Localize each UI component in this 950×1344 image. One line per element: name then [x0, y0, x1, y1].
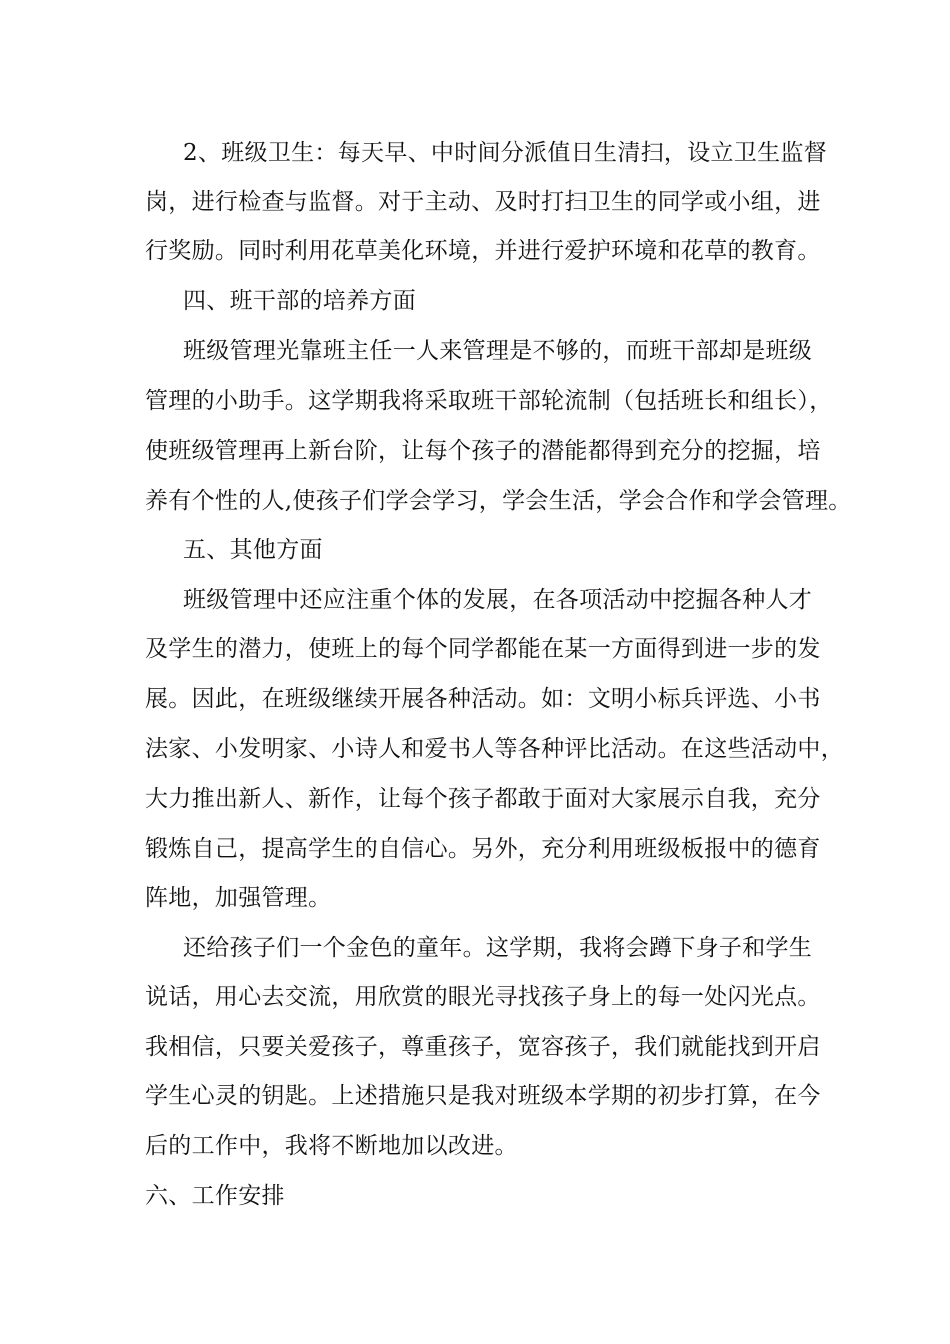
paragraph-line: 2、班级卫生：每天早、中时间分派值日生清扫，设立卫生监督	[183, 140, 828, 166]
paragraph-line: 阵地，加强管理。	[145, 885, 332, 911]
section-heading: 四、班干部的培养方面	[183, 288, 416, 314]
section-heading: 五、其他方面	[183, 537, 323, 563]
paragraph-line: 学生心灵的钥匙。上述措施只是我对班级本学期的初步打算，在今	[145, 1083, 821, 1109]
paragraph-line: 行奖励。同时利用花草美化环境，并进行爱护环境和花草的教育。	[145, 238, 821, 264]
paragraph-line: 我相信，只要关爱孩子，尊重孩子，宽容孩子，我们就能找到开启	[145, 1034, 821, 1060]
paragraph-line: 使班级管理再上新台阶，让每个孩子的潜能都得到充分的挖掘，培	[145, 438, 821, 464]
paragraph-line: 管理的小助手。这学期我将采取班干部轮流制（包括班长和组长），	[145, 388, 833, 414]
paragraph-line: 养有个性的人,使孩子们学会学习，学会生活，学会合作和学会管理。	[145, 488, 852, 514]
paragraph-line: 法家、小发明家、小诗人和爱书人等各种评比活动。在这些活动中，	[145, 736, 844, 762]
paragraph-line: 锻炼自己，提高学生的自信心。另外，充分利用班级板报中的德育	[145, 836, 821, 862]
paragraph-line: 后的工作中，我将不断地加以改进。	[145, 1133, 518, 1159]
paragraph-line: 岗，进行检查与监督。对于主动、及时打扫卫生的同学或小组，进	[145, 189, 821, 215]
paragraph-line: 班级管理中还应注重个体的发展，在各项活动中挖掘各种人才	[183, 587, 813, 613]
paragraph-line: 班级管理光靠班主任一人来管理是不够的，而班干部却是班级	[183, 338, 813, 364]
paragraph-line: 展。因此，在班级继续开展各种活动。如：文明小标兵评选、小书	[145, 686, 821, 712]
section-heading: 六、工作安排	[145, 1183, 285, 1209]
paragraph-line: 及学生的潜力，使班上的每个同学都能在某一方面得到进一步的发	[145, 636, 821, 662]
paragraph-line: 还给孩子们一个金色的童年。这学期，我将会蹲下身子和学生	[183, 935, 813, 961]
paragraph-line: 说话，用心去交流，用欣赏的眼光寻找孩子身上的每一处闪光点。	[145, 984, 821, 1010]
paragraph-line: 大力推出新人、新作，让每个孩子都敢于面对大家展示自我，充分	[145, 786, 821, 812]
